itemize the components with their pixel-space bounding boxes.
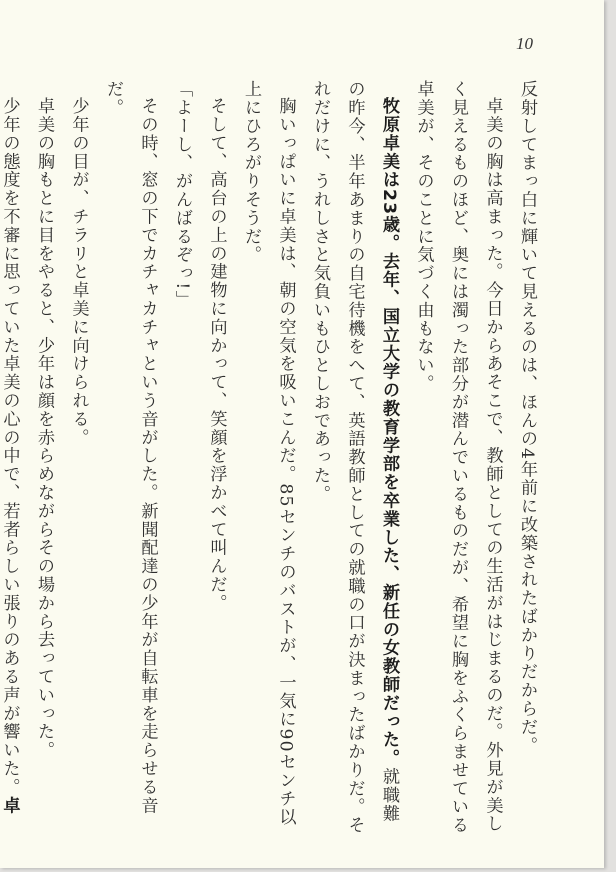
bold-trailing-char: 卓 [0,796,20,815]
paragraph-10-text: 少年の態度を不審に思っていた卓美の心の中で、若者らしい張りのある声が響いた。 [0,97,20,797]
paragraph-10 [0,80,27,840]
paragraph-5: そして、高台の上の建物に向かって、笑顔を浮かべて叫んだ。 [206,97,227,613]
paragraph-1: 反射してまっ白に輝いて見えるのは、ほんの4年前に改築されたばかりだからだ。 [517,80,537,755]
paragraph-3-text: 就職難の昨今、半年あまりの自宅待機をへて、英語教師としての就職の口が決まったばかりだ。それだけに、うれしさと気負いもひとしおであった。 [310,80,399,835]
paragraph-4: 胸いっぱいに卓美は、朝の空気を吸いこんだ。85センチのバストが、一気に90センチ以上にひろがりそうだ。 [241,80,296,827]
paragraph-3 [303,80,407,840]
page-number: 10 [516,34,533,53]
vertical-text-body [0,80,544,840]
paragraph-2: 卓美の胸は高まった。今日からあそこで、教師としての生活がはじまるのだ。外見が美しく見えるものほど、奥には濁った部分が潜んでいるものだが、希望に胸をふくらませている卓美が、そのことに気づく由もない。 [413,80,503,835]
paragraph-7: その時、窓の下でカチャカチャという音がした。新聞配達の少年が自転車を走らせる音だ。 [103,80,158,815]
paragraph-9: 卓美の胸もとに目をやると、少年は顔を赤らめながらその場から去っていった。 [34,97,54,760]
dialogue-line: 「よーし、がんばるぞっ!」 [172,80,192,309]
paragraph-8: 少年の目が、チラリと卓美に向けられる。 [68,97,89,447]
bold-heading-sentence: 牧原卓美は23歳。去年、国立大学の教育学部を卒業した、新任の女教師だった。 [379,97,399,768]
